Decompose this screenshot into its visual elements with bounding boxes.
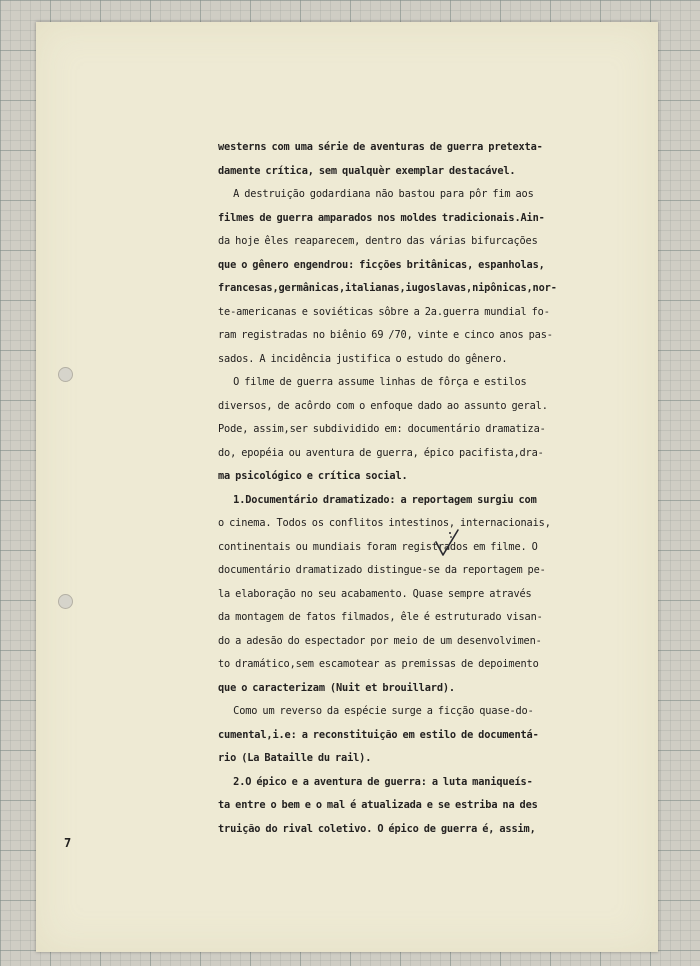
text-line: que o gênero engendrou: ficções britânicas, espanholas,	[218, 258, 545, 271]
text-line: documentário dramatizado distingue-se da reportagem pe-	[218, 564, 546, 576]
text-line: te-americanas e soviéticas sôbre a 2a.guerra mundial fo-	[218, 305, 550, 318]
punch-hole	[58, 367, 73, 382]
text-line: do a adesão do espectador por meio de um desenvolvimen-	[218, 634, 542, 647]
text-line: to dramático,sem escamotear as premissas de depoimento	[218, 658, 539, 670]
text-line: filmes de guerra amparados nos moldes tradicionais.Ain-	[218, 211, 545, 224]
text-line: diversos, de acôrdo com o enfoque dado ao assunto geral.	[218, 399, 548, 412]
text-line: francesas,germânicas,italianas,iugoslavas,nipônicas,nor-	[218, 282, 557, 294]
text-line: Como um reverso da espécie surge a ficção quase-do-	[218, 705, 534, 717]
text-line: ta entre o bem e o mal é atualizada e se estriba na des	[218, 799, 538, 811]
text-line: da montagem de fatos filmados, êle é estruturado visan-	[218, 611, 543, 623]
text-line: cumental,i.e: a reconstituição em estilo de documentá-	[218, 728, 539, 741]
text-line: westerns com uma série de aventuras de guerra pretexta-	[218, 141, 543, 153]
text-line: A destruição godardiana não bastou para pôr fim aos	[218, 188, 534, 200]
text-line: que o caracterizam (Nuit et brouillard).	[218, 681, 455, 694]
text-line: 1.Documentário dramatizado: a reportagem surgiu com	[218, 493, 537, 506]
text-line: continentais ou mundiais foram registrados em filme. O	[218, 540, 538, 553]
text-line: sados. A incidência justifica o estudo do gênero.	[218, 352, 508, 365]
text-line: la elaboração no seu acabamento. Quase sempre através	[218, 587, 532, 600]
text-line: ram registradas no biênio 69 /70, vinte e cinco anos pas-	[218, 329, 553, 341]
text-line: 2.O épico e a aventura de guerra: a luta maniqueís-	[218, 775, 533, 788]
page-number: 7	[64, 836, 72, 850]
text-line: Pode, assim,ser subdividido em: documentário dramatiza-	[218, 423, 546, 435]
text-line: damente crítica, sem qualquèr exemplar destacável.	[218, 164, 516, 177]
text-line: O filme de guerra assume linhas de fôrça e estilos	[218, 376, 527, 388]
text-line: truição do rival coletivo. O épico de guerra é, assim,	[218, 822, 536, 835]
typewritten-text-block	[218, 136, 618, 841]
text-line: do, epopéia ou aventura de guerra, épico pacifista,dra-	[218, 446, 544, 459]
text-line: o cinema. Todos os conflitos intestinos, internacionais,	[218, 517, 551, 529]
handwritten-check-mark	[434, 528, 460, 558]
text-line: da hoje êles reaparecem, dentro das várias bifurcações	[218, 235, 538, 247]
text-line: ma psicológico e crítica social.	[218, 470, 408, 482]
punch-hole	[58, 594, 73, 609]
text-line: rio (La Bataille du rail).	[218, 752, 372, 764]
